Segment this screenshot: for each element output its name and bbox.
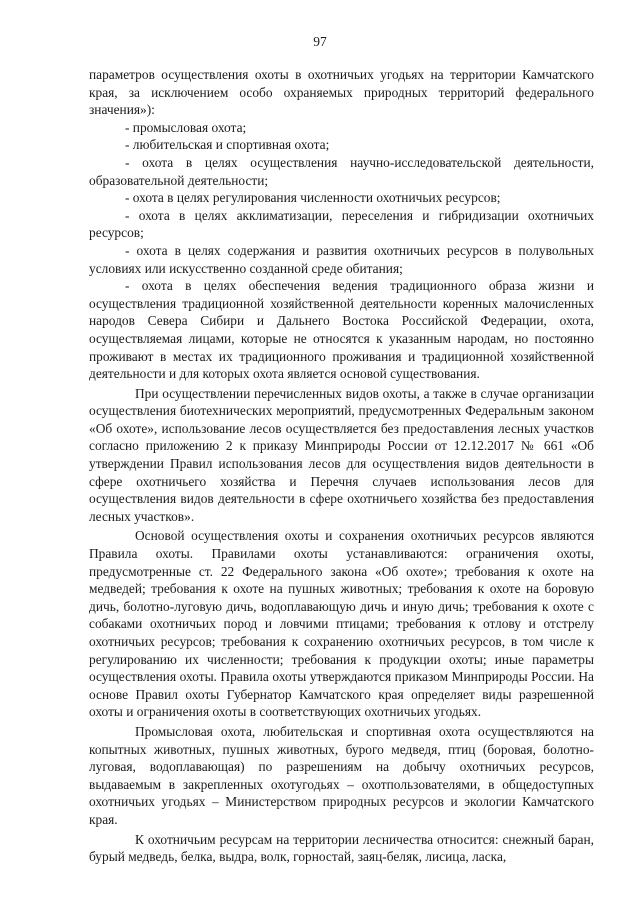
document-body [89,66,594,866]
list-item: - охота в целях содержания и развития охотничьих ресурсов в полувольных условиях или искусственно созданной среде обитания; [89,242,594,276]
paragraph-intro: параметров осуществления охоты в охотничьих угодьях на территории Камчатского края, за исключением особо охраняемых природных территорий федерального значения»): [89,67,594,118]
paragraph: К охотничьим ресурсам на территории лесничества относится: снежный баран, бурый медведь, белка, выдра, волк, горностай, заяц-беляк, лисица, ласка, [89,831,594,865]
paragraph: При осуществлении перечисленных видов охоты, а также в случае организации осуществления биотехнических мероприятий, предусмотренных Федеральным законом «Об охоте», использование лесов осуществляется без предоставления лесных участков согласно приложению 2 к приказу Минприроды России от 12.12.2017 № 661 «Об утверждении Правил использования лесов для осуществления видов деятельности в сфере охотничьего хозяйства и Перечня случаев использования лесов для осуществления видов деятельности в сфере охотничьего хозяйства без предоставления лесных участков». [89,385,594,524]
list-item: - охота в целях осуществления научно-исследовательской деятельности, образовательной деятельности; [89,154,594,188]
list-item: - любительская и спортивная охота; [125,137,330,153]
page-number: 97 [313,34,327,49]
paragraph: Промысловая охота, любительская и спортивная охота осуществляются на копытных животных, пушных животных, бурого медведя, птиц (боровая, болотно-луговая, водоплавающая) по разрешениям на добычу охотничьих ресурсов, выдаваемым в закрепленных охотугодьях – охотпользователями, в общедоступных охотничьих угодьях – Министерством природных ресурсов и экологии Камчатского края. [89,723,594,827]
list-item: - промысловая охота; [125,119,247,135]
list-item: - охота в целях акклиматизации, переселения и гибридизации охотничьих ресурсов; [89,207,594,241]
paragraph: Основой осуществления охоты и сохранения охотничьих ресурсов являются Правила охоты. Правилами охоты устанавливаются: ограничения охоты, предусмотренные ст. 22 Федерального закона «Об охоте»; требования к охоте на медведей; требования к охоте на пушных животных; требования к охоте на боровую дичь, болотно-луговую дичь, водоплавающую дичь и иную дичь; требования к охоте с собаками охотничьих пород и ловчими птицами; требования к отлову и отстрелу охотничьих ресурсов; требования к сохранению охотничьих ресурсов, в том числе к регулированию их численности; требования к продукции охоты; иные параметры осуществления охоты. Правила охоты утверждаются приказом Минприроды России. На основе Правил охоты Губернатор Камчатского края определяет виды разрешенной охоты и ограничения охоты в соответствующих охотничьих угодьях. [89,528,594,720]
list-item: - охота в целях обеспечения ведения традиционного образа жизни и осуществления традиционной хозяйственной деятельности коренных малочисленных народов Севера Сибири и Дальнего Востока Российской Федерации, охота, осуществляемая лицами, которые не относятся к указанным народам, но постоянно проживают в местах их традиционного проживания и традиционной хозяйственной деятельности и для которых охота является основой существования. [89,278,594,382]
list-item: - охота в целях регулирования численности охотничьих ресурсов; [125,190,501,206]
